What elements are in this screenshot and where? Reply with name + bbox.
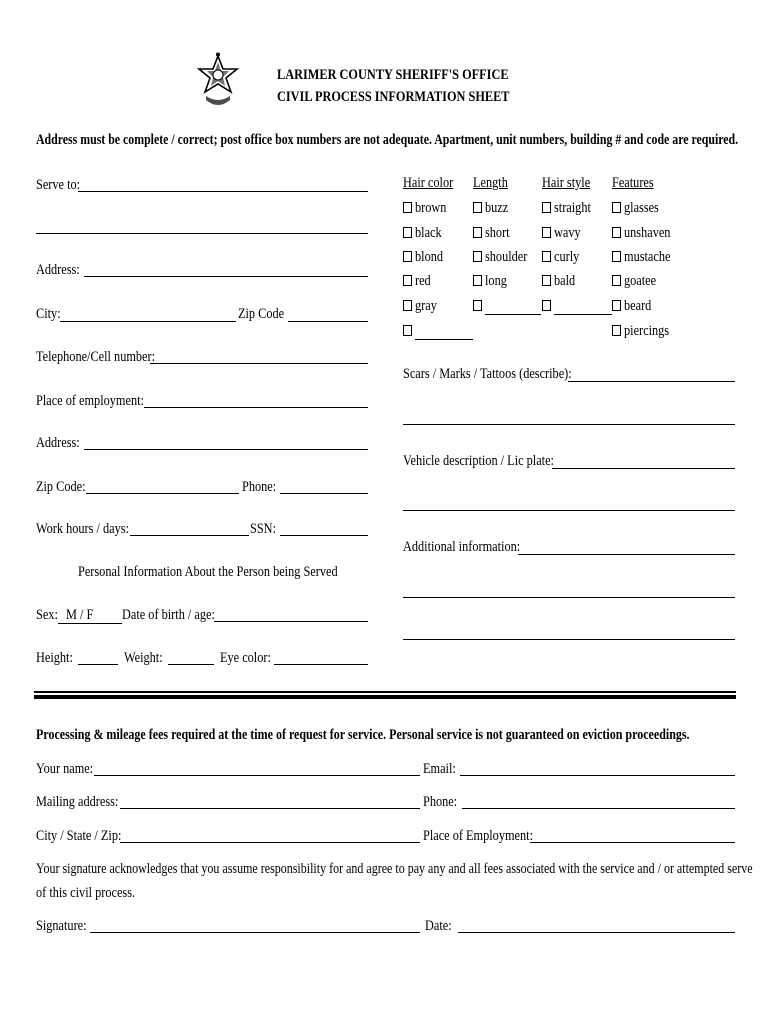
address-field[interactable] xyxy=(84,276,368,277)
sex-label: Sex: xyxy=(36,607,58,623)
city-field[interactable] xyxy=(60,321,236,322)
acknowledgement-line1: Your signature acknowledges that you assume responsibility for and agree to pay any and all fees associated with the service and / or attempted serve xyxy=(36,861,753,877)
features-heading: Features xyxy=(612,175,654,191)
features-option[interactable]: unshaven xyxy=(612,224,681,242)
checkbox-icon[interactable] xyxy=(403,202,412,213)
fees-notice: Processing & mileage fees required at the time of request for service. Personal service is not guaranteed on eviction proceedings. xyxy=(36,727,690,743)
checkbox-icon[interactable] xyxy=(473,227,482,238)
checkbox-icon[interactable] xyxy=(612,227,621,238)
your-phone-field[interactable] xyxy=(462,808,735,809)
your-phone-label: Phone: xyxy=(423,794,458,810)
mailing-address-field[interactable] xyxy=(120,808,420,809)
city-label: City: xyxy=(36,306,61,322)
additional-info-line2[interactable] xyxy=(403,597,735,598)
checkbox-icon[interactable] xyxy=(473,202,482,213)
length-heading: Length xyxy=(473,175,508,191)
features-option[interactable]: glasses xyxy=(612,199,667,217)
scars-field[interactable] xyxy=(568,381,735,382)
your-name-field[interactable] xyxy=(94,775,420,776)
hair-style-other-field[interactable] xyxy=(554,300,612,315)
acknowledgement-line2: of this civil process. xyxy=(36,885,136,901)
hair-color-other[interactable] xyxy=(403,322,473,340)
features-option[interactable]: piercings xyxy=(612,322,679,340)
features-option[interactable]: beard xyxy=(612,297,657,315)
length-other[interactable] xyxy=(473,297,541,315)
email-label: Email: xyxy=(423,761,456,777)
checkbox-icon[interactable] xyxy=(403,227,412,238)
checkbox-icon[interactable] xyxy=(542,227,551,238)
hair-style-heading: Hair style xyxy=(542,175,591,191)
length-option[interactable]: shoulder xyxy=(473,248,537,266)
ssn-field[interactable] xyxy=(280,535,368,536)
place-of-employment-field[interactable] xyxy=(530,842,735,843)
weight-label: Weight: xyxy=(124,650,163,666)
hair-style-other[interactable] xyxy=(542,297,612,315)
employment-label: Place of employment: xyxy=(36,393,144,409)
hair-color-option[interactable]: brown xyxy=(403,199,453,217)
city-state-zip-field[interactable] xyxy=(120,842,420,843)
hair-color-option[interactable]: black xyxy=(403,224,447,242)
sex-field[interactable]: M / F xyxy=(58,606,122,624)
hair-color-option[interactable]: red xyxy=(403,272,434,290)
dob-field[interactable] xyxy=(214,621,368,622)
height-field[interactable] xyxy=(78,664,118,665)
telephone-label: Telephone/Cell number: xyxy=(36,349,156,365)
vehicle-field-line2[interactable] xyxy=(403,510,735,511)
checkbox-icon[interactable] xyxy=(612,325,621,336)
additional-info-line3[interactable] xyxy=(403,639,735,640)
checkbox-icon[interactable] xyxy=(542,251,551,262)
length-option[interactable]: buzz xyxy=(473,199,513,217)
serve-to-label: Serve to: xyxy=(36,177,81,193)
checkbox-icon[interactable] xyxy=(612,275,621,286)
hair-color-option[interactable]: blond xyxy=(403,248,449,266)
checkbox-icon[interactable] xyxy=(403,251,412,262)
features-option[interactable]: mustache xyxy=(612,248,681,266)
checkbox-icon[interactable] xyxy=(473,300,482,311)
checkbox-icon[interactable] xyxy=(473,251,482,262)
hair-color-other-field[interactable] xyxy=(415,325,473,340)
features-option[interactable]: goatee xyxy=(612,272,663,290)
scars-field-line2[interactable] xyxy=(403,424,735,425)
checkbox-icon[interactable] xyxy=(542,202,551,213)
serve-to-field[interactable] xyxy=(78,191,368,192)
employer-phone-label: Phone: xyxy=(242,479,277,495)
hair-color-heading: Hair color xyxy=(403,175,454,191)
serve-to-field-line2[interactable] xyxy=(36,233,368,234)
employer-phone-field[interactable] xyxy=(280,493,368,494)
dob-label: Date of birth / age: xyxy=(122,607,215,623)
vehicle-label: Vehicle description / Lic plate: xyxy=(403,453,554,469)
email-field[interactable] xyxy=(460,775,735,776)
mailing-address-label: Mailing address: xyxy=(36,794,119,810)
length-option[interactable]: long xyxy=(473,272,512,290)
vehicle-field[interactable] xyxy=(552,468,735,469)
hair-color-option[interactable]: gray xyxy=(403,297,442,315)
address-notice: Address must be complete / correct; post office box numbers are not adequate. Apartment, unit numbers, building # and code are required. xyxy=(36,132,739,148)
length-other-field[interactable] xyxy=(485,300,541,315)
eye-color-label: Eye color: xyxy=(220,650,271,666)
hair-style-option[interactable]: bald xyxy=(542,272,580,290)
place-of-employment-label: Place of Employment: xyxy=(423,828,533,844)
height-label: Height: xyxy=(36,650,73,666)
date-field[interactable] xyxy=(458,932,735,933)
divider-bottom xyxy=(34,695,736,699)
eye-color-field[interactable] xyxy=(274,664,368,665)
employer-address-label: Address: xyxy=(36,435,80,451)
personal-info-heading: Personal Information About the Person being Served xyxy=(78,564,338,580)
weight-field[interactable] xyxy=(168,664,214,665)
work-hours-label: Work hours / days: xyxy=(36,521,129,537)
work-hours-field[interactable] xyxy=(130,535,249,536)
employer-address-field[interactable] xyxy=(84,449,368,450)
checkbox-icon[interactable] xyxy=(612,300,621,311)
checkbox-icon[interactable] xyxy=(542,275,551,286)
hair-style-option[interactable]: curly xyxy=(542,248,585,266)
signature-label: Signature: xyxy=(36,918,87,934)
city-state-zip-label: City / State / Zip: xyxy=(36,828,122,844)
checkbox-icon[interactable] xyxy=(612,202,621,213)
checkbox-icon[interactable] xyxy=(473,275,482,286)
header-subtitle: CIVIL PROCESS INFORMATION SHEET xyxy=(277,89,510,105)
additional-info-field[interactable] xyxy=(518,554,735,555)
address-label: Address: xyxy=(36,262,80,278)
hair-style-option[interactable]: straight xyxy=(542,199,599,217)
checkbox-icon[interactable] xyxy=(403,275,412,286)
additional-info-label: Additional information: xyxy=(403,539,521,555)
signature-field[interactable] xyxy=(90,932,420,933)
employer-zip-label: Zip Code: xyxy=(36,479,86,495)
employment-field[interactable] xyxy=(144,407,368,408)
checkbox-icon[interactable] xyxy=(403,300,412,311)
ssn-label: SSN: xyxy=(250,521,276,537)
telephone-field[interactable] xyxy=(150,363,368,364)
zip-code-label: Zip Code xyxy=(238,306,285,322)
sheriff-badge-logo-icon xyxy=(196,52,240,112)
date-label: Date: xyxy=(425,918,452,934)
header-title: LARIMER COUNTY SHERIFF'S OFFICE xyxy=(277,67,509,83)
checkbox-icon[interactable] xyxy=(542,300,551,311)
checkbox-icon[interactable] xyxy=(612,251,621,262)
your-name-label: Your name: xyxy=(36,761,94,777)
divider-top xyxy=(34,691,736,693)
zip-code-field[interactable] xyxy=(288,321,368,322)
hair-style-option[interactable]: wavy xyxy=(542,224,587,242)
checkbox-icon[interactable] xyxy=(403,325,412,336)
scars-label: Scars / Marks / Tattoos (describe): xyxy=(403,366,572,382)
employer-zip-field[interactable] xyxy=(86,493,239,494)
length-option[interactable]: short xyxy=(473,224,515,242)
